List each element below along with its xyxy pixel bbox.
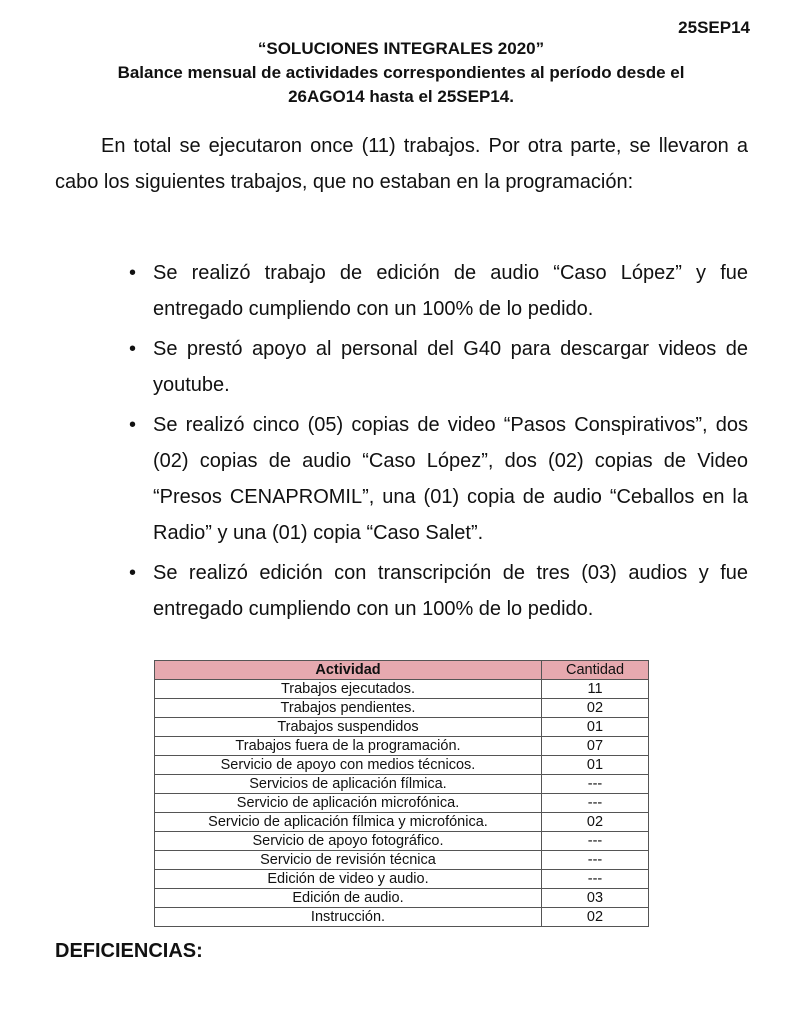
- table-row: [155, 756, 649, 775]
- table-row: [155, 851, 649, 870]
- bullet-icon: •: [129, 562, 137, 584]
- quantity-cell: ---: [542, 851, 649, 870]
- bullet-text: Se realizó edición con transcripción de tres (03) audios y fue entregado cumpliendo con un 100% de lo pedido.: [153, 562, 748, 620]
- quantity-cell: ---: [542, 775, 649, 794]
- table-header-row: [155, 661, 649, 680]
- activity-cell: Servicio de aplicación fílmica y microfónica.: [155, 813, 542, 832]
- quantity-cell: 03: [542, 889, 649, 908]
- quantity-cell: 11: [542, 680, 649, 699]
- document-title: “SOLUCIONES INTEGRALES 2020”: [257, 39, 545, 58]
- activity-cell: Servicio de aplicación microfónica.: [155, 794, 542, 813]
- bullet-icon: •: [129, 338, 137, 360]
- activity-cell: Servicio de revisión técnica: [155, 851, 542, 870]
- quantity-cell: ---: [542, 832, 649, 851]
- activity-cell: Edición de audio.: [155, 889, 542, 908]
- activity-cell: Servicio de apoyo fotográfico.: [155, 832, 542, 851]
- table-row: [155, 832, 649, 851]
- activity-cell: Instrucción.: [155, 908, 542, 927]
- activity-table: [154, 660, 649, 927]
- bullet-text: Se realizó cinco (05) copias de video “Pasos Conspirativos”, dos (02) copias de audio “Caso López”, dos (02) copias de Video “Presos CENAPROMIL”, una (01) copia de audio “Ceballos en la Radio” y una (01) copia “Caso Salet”.: [153, 414, 748, 544]
- quantity-cell: 07: [542, 737, 649, 756]
- activity-cell: Servicios de aplicación fílmica.: [155, 775, 542, 794]
- quantity-cell: ---: [542, 794, 649, 813]
- bullet-icon: •: [129, 262, 137, 284]
- table-row: [155, 794, 649, 813]
- title-block: [40, 37, 762, 109]
- activity-cell: Servicio de apoyo con medios técnicos.: [155, 756, 542, 775]
- activity-cell: Edición de video y audio.: [155, 870, 542, 889]
- table-row: [155, 775, 649, 794]
- table-row: [155, 813, 649, 832]
- quantity-cell: 02: [542, 813, 649, 832]
- bullet-text: Se prestó apoyo al personal del G40 para descargar videos de youtube.: [153, 338, 748, 396]
- table-row: [155, 889, 649, 908]
- quantity-cell: 01: [542, 756, 649, 775]
- quantity-cell: 01: [542, 718, 649, 737]
- header-activity: Actividad: [155, 661, 542, 680]
- document-date: 25SEP14: [678, 18, 750, 37]
- quantity-cell: 02: [542, 699, 649, 718]
- quantity-cell: 02: [542, 908, 649, 927]
- bullet-item: [125, 331, 748, 403]
- table-row: [155, 699, 649, 718]
- activity-cell: Trabajos ejecutados.: [155, 680, 542, 699]
- bullet-text: Se realizó trabajo de edición de audio “Caso López” y fue entregado cumpliendo con un 100% de lo pedido.: [153, 262, 748, 320]
- deficiencias-heading: DEFICIENCIAS:: [55, 940, 203, 962]
- document-subtitle-line1: Balance mensual de actividades correspondientes al período desde el: [117, 63, 685, 82]
- activity-cell: Trabajos suspendidos: [155, 718, 542, 737]
- bullet-icon: •: [129, 414, 137, 436]
- table-row: [155, 680, 649, 699]
- table-row: [155, 908, 649, 927]
- document-subtitle-line2: 26AGO14 hasta el 25SEP14.: [288, 87, 514, 106]
- bullet-list: [125, 255, 748, 631]
- bullet-item: [125, 255, 748, 327]
- bullet-item: [125, 407, 748, 551]
- activity-cell: Trabajos fuera de la programación.: [155, 737, 542, 756]
- activity-cell: Trabajos pendientes.: [155, 699, 542, 718]
- header-quantity: Cantidad: [542, 661, 649, 680]
- intro-paragraph: En total se ejecutaron once (11) trabajos. Por otra parte, se llevaron a cabo los siguientes trabajos, que no estaban en la programación:: [55, 135, 748, 193]
- table-row: [155, 718, 649, 737]
- bullet-item: [125, 555, 748, 627]
- quantity-cell: ---: [542, 870, 649, 889]
- table-row: [155, 737, 649, 756]
- table-row: [155, 870, 649, 889]
